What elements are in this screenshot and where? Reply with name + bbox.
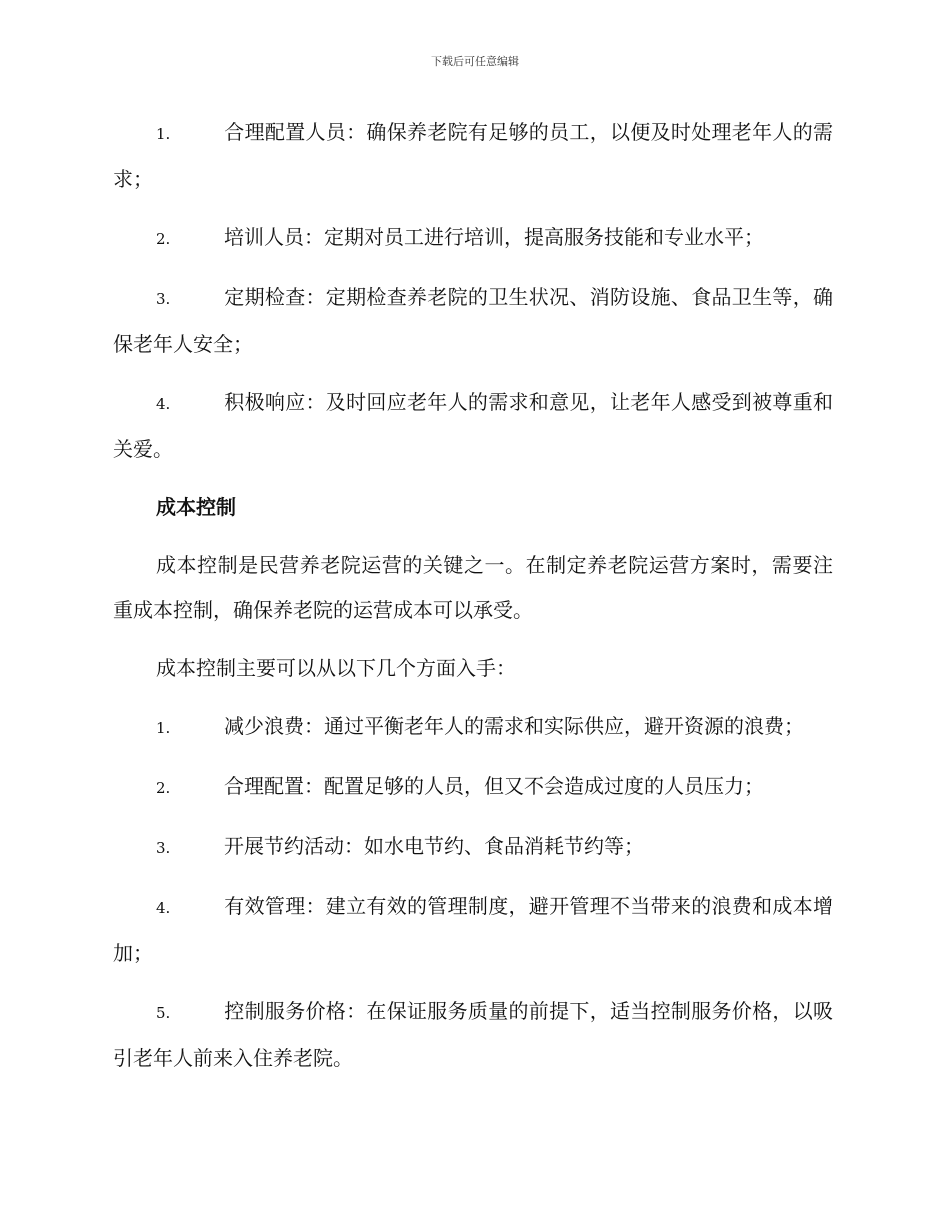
list-item-text: 有效管理：建立有效的管理制度，避开管理不当带来的浪费和成本增加； [113,894,833,965]
list-item-number: 4. [156,899,171,917]
list-item-number: 1. [156,719,171,737]
list-item [113,704,833,751]
list-item-number: 5. [156,1004,171,1022]
list-item [113,989,833,1081]
list-item-number: 3. [156,290,171,308]
section-paragraph: 成本控制是民营养老院运营的关键之一。在制定养老院运营方案时，需要注重成本控制，确保养老院的运营成本可以承受。 [113,553,833,622]
list-item-number: 3. [156,839,171,857]
list-item-number: 1. [156,125,171,143]
list-item [113,275,833,367]
list-item-text: 控制服务价格：在保证服务质量的前提下，适当控制服务价格，以吸引老年人前来入住养老院。 [113,999,833,1070]
list-item-text: 积极响应：及时回应老年人的需求和意见，让老年人感受到被尊重和关爱。 [113,390,833,461]
page-header: 下载后可任意编辑 [431,55,519,68]
list-item-number: 2. [156,230,171,248]
list-item-text: 开展节约活动：如水电节约、食品消耗节约等； [224,834,644,858]
list-item-number: 4. [156,395,171,413]
list-item [113,884,833,976]
list-item [113,380,833,472]
list-item-text: 培训人员：定期对员工进行培训，提高服务技能和专业水平； [224,225,764,249]
list-item [113,764,833,811]
list-item-number: 2. [156,779,171,797]
list-item [113,824,833,871]
list-item [113,110,833,202]
section-paragraph: 成本控制主要可以从以下几个方面入手： [156,656,516,680]
section-heading: 成本控制 [156,495,236,519]
list-item-text: 定期检查：定期检查养老院的卫生状况、消防设施、食品卫生等，确保老年人安全； [113,285,833,356]
list-item-text: 减少浪费：通过平衡老年人的需求和实际供应，避开资源的浪费； [224,714,804,738]
list-item [113,215,833,262]
list-item-text: 合理配置：配置足够的人员，但又不会造成过度的人员压力； [224,774,764,798]
document-body [113,110,833,1094]
list-item-text: 合理配置人员：确保养老院有足够的员工，以便及时处理老年人的需求； [113,120,833,191]
